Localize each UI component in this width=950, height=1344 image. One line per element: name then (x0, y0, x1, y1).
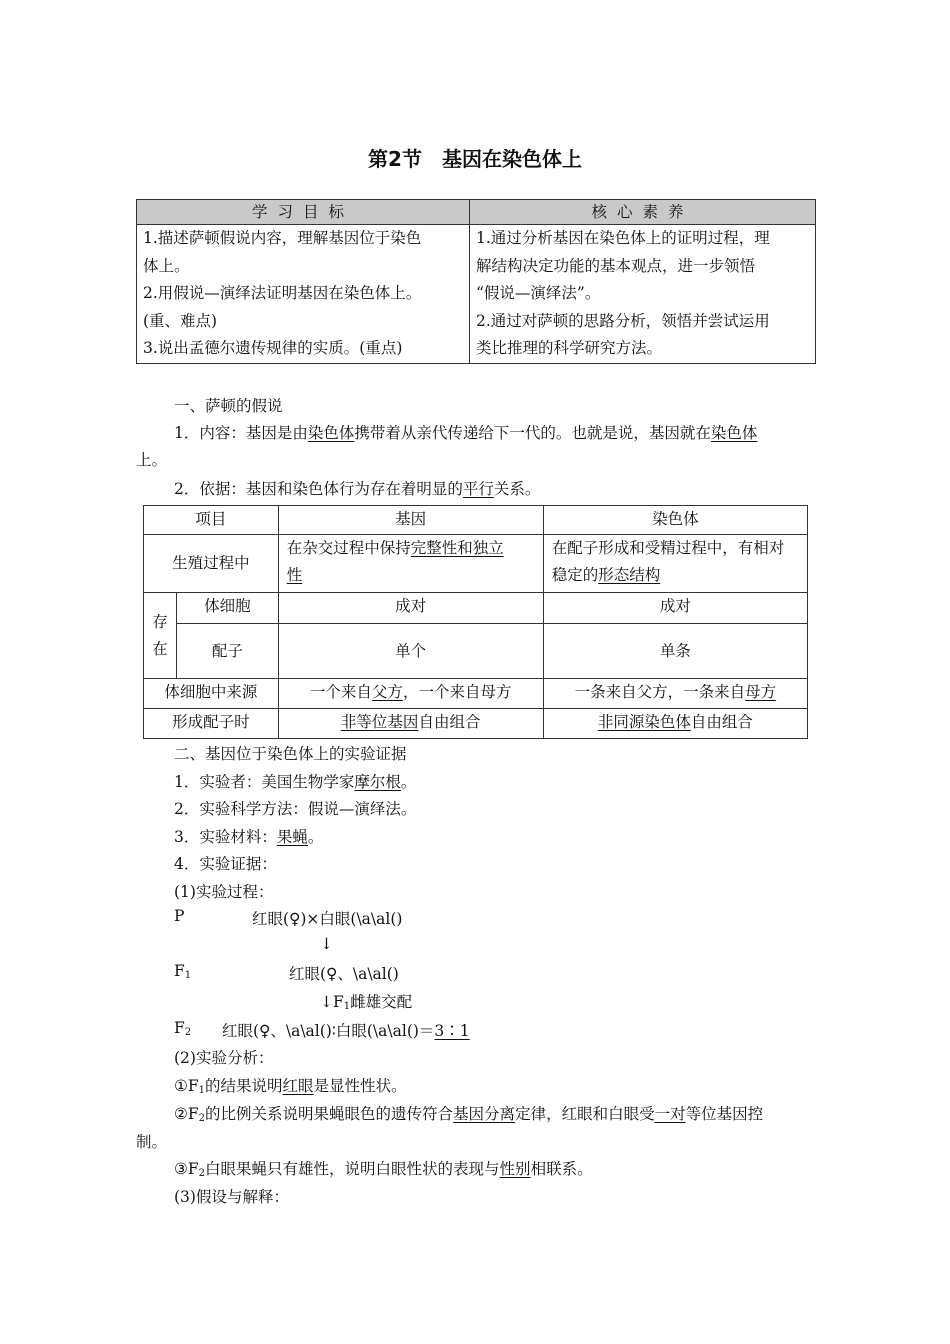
literacy-line: 1.通过分析基因在染色体上的证明过程，理 (476, 229, 770, 247)
literacy-line: “假说—演绎法”。 (476, 284, 601, 302)
objectives-left-cell (137, 225, 470, 364)
generation-p-label: P (174, 907, 185, 925)
section2-heading: 二、基因位于染色体上的实验证据 (174, 745, 407, 763)
cell-chromosome (543, 679, 807, 709)
arrow-down-icon: ↓ (320, 935, 333, 953)
blank-answer: 红眼 (282, 1077, 314, 1095)
cell-chromosome (543, 709, 807, 739)
objectives-header-left: 学习目标 (137, 200, 470, 225)
section2-l4: 4．实验证据： (174, 855, 277, 873)
text: ②F (174, 1105, 199, 1123)
row-label: 体细胞 (177, 593, 279, 624)
blank-answer: 果蝇 (276, 828, 308, 846)
analysis-1 (174, 1074, 407, 1096)
objective-line: 2.用假说—演绎法证明基因在染色体上。 (143, 284, 422, 302)
arrow-mating (320, 990, 412, 1012)
section2-l3 (174, 825, 323, 847)
row-label: 配子 (177, 624, 279, 679)
blank-answer: 一对 (654, 1105, 686, 1123)
cell-chromosome: 成对 (543, 593, 807, 624)
analysis-3 (174, 1157, 593, 1179)
header-gene: 基因 (278, 506, 543, 535)
cell-gene: 单个 (278, 624, 543, 679)
blank-answer: 3∶1 (434, 1022, 470, 1040)
objective-line: 3.说出孟德尔遗传规律的实质。(重点) (143, 339, 403, 357)
text: 一个来自 (309, 683, 372, 701)
text: 定律，红眼和白眼受 (515, 1105, 655, 1123)
text: 。 (400, 773, 417, 791)
text: 雌雄交配 (350, 993, 413, 1011)
text: 存 (152, 612, 168, 631)
text: 红眼(♀、\a\al()∶白眼(\a\al()＝ (222, 1022, 435, 1040)
blank-answer: 平行 (462, 480, 494, 498)
section2-l5: (1)实验过程： (174, 883, 274, 901)
generation-p-cross: 红眼(♀)×白眼(\a\al() (252, 910, 403, 928)
objectives-header-right: 核心素养 (470, 200, 816, 225)
subscript: 1 (198, 1085, 206, 1096)
blank-answer: 非等位基因 (340, 713, 419, 731)
page-title: 第2节 基因在染色体上 (368, 147, 582, 171)
section2-l1 (174, 770, 416, 792)
literacy-line: 解结构决定功能的基本观点，进一步领悟 (476, 256, 756, 275)
cell-chromosome (543, 535, 807, 593)
text: 是显性性状。 (313, 1077, 407, 1095)
analysis-2-cont: 制。 (136, 1133, 168, 1151)
section1-p2 (174, 477, 540, 499)
blank-answer: 基因分离 (453, 1105, 516, 1123)
exist-label (144, 593, 177, 679)
text: 在杂交过程中保持 (286, 539, 411, 557)
subscript: 1 (343, 1001, 351, 1012)
text: 自由组合 (418, 713, 481, 731)
blank-answer: 性别 (499, 1160, 531, 1178)
text: 在配子形成和受精过程中，有相对 (551, 539, 785, 557)
cell-chromosome: 单条 (543, 624, 807, 679)
section2-l2: 2．实验科学方法：假说—演绎法。 (174, 800, 417, 818)
blank-answer: 完整性和独立 (410, 539, 504, 557)
objective-line: 体上。 (143, 256, 190, 275)
header-chromosome: 染色体 (543, 506, 807, 535)
subscript: 1 (184, 970, 192, 981)
text: 自由组合 (690, 713, 753, 731)
text: 稳定的 (551, 566, 599, 584)
text: 1．实验者：美国生物学家 (174, 773, 355, 791)
blank-answer: 非同源染色体 (597, 713, 691, 731)
text: ③F (174, 1160, 199, 1178)
blank-answer: 形态结构 (598, 566, 661, 584)
text: 的结果说明 (205, 1077, 283, 1095)
section1-heading: 一、萨顿的假说 (174, 397, 283, 415)
blank-answer: 母方 (745, 683, 777, 701)
text: 3．实验材料： (174, 828, 277, 846)
text: 2．依据：基因和染色体行为存在着明显的 (174, 480, 463, 498)
generation-f1-label (174, 962, 191, 981)
arrow-down-icon: ↓F (320, 993, 344, 1011)
subscript: 2 (198, 1168, 206, 1179)
text: 一条来自父方，一条来自 (574, 683, 746, 701)
row-label: 体细胞中来源 (144, 679, 279, 709)
text: ，一个来自母方 (402, 683, 512, 701)
cell-gene (278, 679, 543, 709)
section1-p1-cont: 上。 (136, 451, 168, 469)
blank-answer: 父方 (371, 683, 403, 701)
section1-p1 (174, 421, 757, 443)
text: 白眼果蝇只有雄性，说明白眼性状的表现与 (205, 1160, 500, 1178)
cell-gene (278, 709, 543, 739)
comparison-table (143, 505, 808, 739)
text: 关系。 (493, 480, 541, 498)
cell-gene: 成对 (278, 593, 543, 624)
literacy-line: 2.通过对萨顿的思路分析，领悟并尝试运用 (476, 311, 770, 330)
blank-answer: 染色体 (710, 424, 758, 442)
blank-answer: 染色体 (307, 424, 355, 442)
section2-l6: (2)实验分析： (174, 1049, 274, 1067)
text: 相联系。 (530, 1160, 593, 1178)
row-label: 形成配子时 (144, 709, 279, 739)
row-label: 生殖过程中 (144, 535, 279, 593)
literacy-line: 类比推理的科学研究方法。 (476, 339, 663, 357)
generation-f2-label (174, 1019, 191, 1038)
generation-f2-result (222, 1019, 470, 1041)
objectives-right-cell (470, 225, 816, 364)
text: 携带着从亲代传递给下一代的。也就是说，基因就在 (354, 424, 711, 442)
objective-line: (重、难点) (143, 311, 218, 330)
objectives-table (136, 199, 816, 364)
objective-line: 1.描述萨顿假说内容，理解基因位于染色 (143, 229, 422, 247)
generation-f1-result: 红眼(♀、\a\al() (289, 965, 399, 983)
text: 在 (152, 639, 168, 658)
analysis-2 (174, 1102, 763, 1124)
subscript: 2 (198, 1113, 206, 1124)
text: 1．内容：基因是由 (174, 424, 308, 442)
text: 。 (307, 828, 324, 846)
blank-answer: 摩尔根 (354, 773, 401, 791)
text: 的比例关系说明果蝇眼色的遗传符合 (205, 1105, 454, 1123)
text: F (174, 1019, 185, 1037)
text: ①F (174, 1077, 199, 1095)
subscript: 2 (184, 1027, 192, 1038)
text: F (174, 962, 185, 980)
text: 等位基因控 (685, 1105, 764, 1123)
section2-l7: (3)假设与解释： (174, 1188, 289, 1206)
blank-answer: 性 (286, 566, 303, 584)
cell-gene (278, 535, 543, 593)
header-item: 项目 (144, 506, 279, 535)
